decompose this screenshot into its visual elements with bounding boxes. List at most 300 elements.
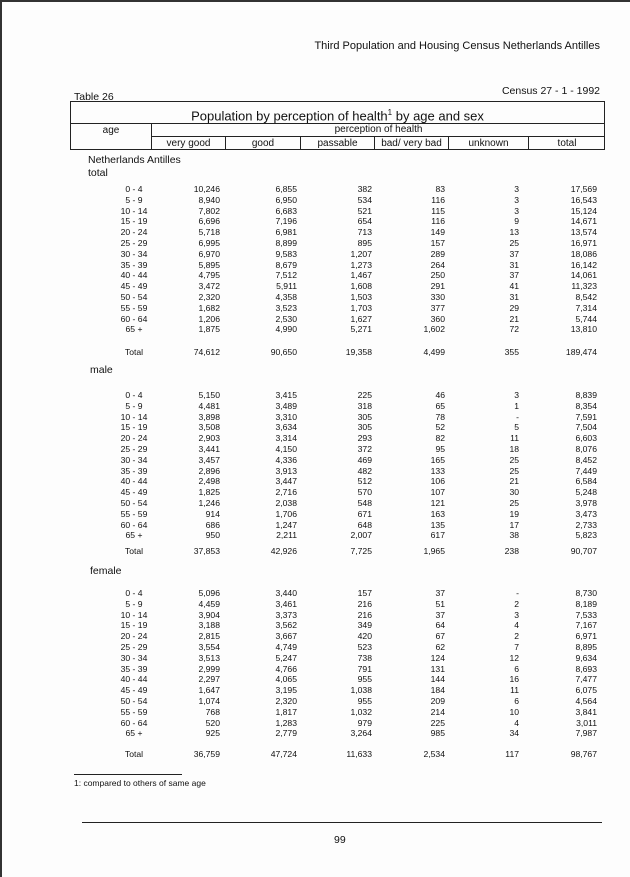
table-title xyxy=(71,102,604,124)
footnote: 1: compared to others of same age xyxy=(74,778,206,788)
table-cell: 5,247 xyxy=(275,652,297,663)
table-cell: 17 xyxy=(509,519,519,530)
table-cell: 8,354 xyxy=(575,400,597,411)
table-cell: 3,195 xyxy=(275,685,297,696)
total-cell: 90,707 xyxy=(570,546,597,556)
total-cell: 4,499 xyxy=(423,347,445,357)
total-cell: 355 xyxy=(504,347,519,357)
section-label-male: male xyxy=(90,364,113,376)
table-cell: 13,810 xyxy=(570,324,597,335)
age-group-label: 45 - 49 xyxy=(120,487,148,498)
table-cell: 7,449 xyxy=(575,465,597,476)
age-group-label: 45 - 49 xyxy=(120,685,148,696)
table-cell: 2,903 xyxy=(198,433,220,444)
table-cell: 686 xyxy=(205,519,220,530)
table-cell: 6,970 xyxy=(198,248,220,259)
table-cell: 305 xyxy=(357,422,372,433)
table-cell: 3,913 xyxy=(275,465,297,476)
table-cell: 3,841 xyxy=(575,706,597,717)
table-cell: 83 xyxy=(435,184,445,194)
age-group-label: 30 - 34 xyxy=(120,248,148,259)
total-cell: 47,724 xyxy=(270,749,297,759)
age-group-label: 15 - 19 xyxy=(120,422,148,433)
total-cell: 1,965 xyxy=(423,546,445,556)
table-cell: 25 xyxy=(509,454,519,465)
table-cell: 360 xyxy=(430,313,445,324)
table-cell: 6,603 xyxy=(575,433,597,444)
age-group-label: 5 - 9 xyxy=(125,194,143,205)
table-cell: 157 xyxy=(430,238,445,248)
table-cell: 7,512 xyxy=(275,270,297,281)
table-cell: 31 xyxy=(509,259,519,270)
table-cell: 13 xyxy=(509,227,519,238)
footnote-marker: 1 xyxy=(387,108,393,117)
table-cell: 2,716 xyxy=(275,487,297,498)
table-cell: 3,314 xyxy=(275,433,297,444)
table-cell: 3 xyxy=(514,205,519,216)
age-group-label: 50 - 54 xyxy=(120,498,148,508)
table-cell: 482 xyxy=(357,465,372,476)
age-group-label: 65 + xyxy=(125,728,143,739)
table-cell: 3,898 xyxy=(198,411,220,422)
table-cell: 469 xyxy=(357,454,372,465)
table-cell: 548 xyxy=(357,498,372,508)
age-group-label: 45 - 49 xyxy=(120,281,148,292)
table-cell: 8,895 xyxy=(575,642,597,652)
table-cell: 3,440 xyxy=(275,588,297,598)
table-cell: 7,987 xyxy=(575,728,597,739)
table-cell: 18 xyxy=(509,444,519,454)
table-cell: 11,323 xyxy=(571,281,597,292)
table-cell: 106 xyxy=(430,476,445,487)
total-cell: 189,474 xyxy=(565,347,597,357)
total-cell: 19,358 xyxy=(345,347,372,357)
table-cell: 738 xyxy=(357,652,372,663)
table-cell: 3,554 xyxy=(198,642,220,652)
table-cell: 65 xyxy=(435,400,445,411)
table-cell: 4 xyxy=(514,717,519,728)
table-cell: 1,273 xyxy=(350,259,372,270)
table-cell: 1,503 xyxy=(350,292,372,302)
table-cell: 1,875 xyxy=(198,324,220,335)
table-cell: 1,627 xyxy=(350,313,372,324)
table-cell: 7,314 xyxy=(575,302,597,313)
table-cell: 149 xyxy=(430,227,445,238)
table-cell: 3,188 xyxy=(198,620,220,631)
table-cell: 16 xyxy=(509,674,519,685)
table-cell: 250 xyxy=(430,270,445,281)
table-cell: 3 xyxy=(514,609,519,620)
table-cell: 6,995 xyxy=(198,238,220,248)
table-cell: 8,076 xyxy=(575,444,597,454)
table-cell: 5,096 xyxy=(198,588,220,598)
age-group-label: 20 - 24 xyxy=(120,433,148,444)
col-header: very good xyxy=(151,137,225,150)
table-cell: 3,441 xyxy=(198,444,220,454)
table-cell: 570 xyxy=(357,487,372,498)
table-cell: 82 xyxy=(435,433,445,444)
col-group-perception: perception of health xyxy=(151,123,605,137)
table-cell: 25 xyxy=(509,498,519,508)
table-cell: 6,584 xyxy=(575,476,597,487)
table-cell: 1,706 xyxy=(275,508,297,519)
table-cell: 671 xyxy=(357,508,372,519)
table-cell: 14,061 xyxy=(570,270,597,281)
table-cell: 37 xyxy=(509,248,519,259)
age-group-label: 55 - 59 xyxy=(120,508,148,519)
table-cell: 7,167 xyxy=(575,620,597,631)
table-cell: 330 xyxy=(430,292,445,302)
total-cell: 238 xyxy=(504,546,519,556)
col-age: age xyxy=(102,125,120,136)
table-cell: 21 xyxy=(509,476,519,487)
table-cell: 979 xyxy=(357,717,372,728)
table-cell: 6,683 xyxy=(275,205,297,216)
table-cell: 214 xyxy=(430,706,445,717)
total-cell: 37,853 xyxy=(193,546,220,556)
table-cell: 2,733 xyxy=(575,519,597,530)
age-group-label: 50 - 54 xyxy=(120,696,148,706)
section-label-total: total xyxy=(88,167,108,179)
table-cell: 67 xyxy=(435,631,445,642)
table-cell: 9,634 xyxy=(575,652,597,663)
table-cell: 955 xyxy=(357,696,372,706)
table-cell: 1,608 xyxy=(350,281,372,292)
age-group-label: 5 - 9 xyxy=(125,598,143,609)
table-cell: 216 xyxy=(357,598,372,609)
table-cell: 51 xyxy=(435,598,445,609)
table-cell: 116 xyxy=(431,194,445,205)
table-cell: 8,940 xyxy=(198,194,220,205)
table-cell: 8,679 xyxy=(275,259,297,270)
table-cell: 5,271 xyxy=(350,324,372,335)
age-group-label: 20 - 24 xyxy=(120,227,148,238)
table-cell: 17,569 xyxy=(570,184,597,194)
table-label: Table 26 xyxy=(74,91,114,103)
table-cell: 52 xyxy=(435,422,445,433)
table-cell: 5,823 xyxy=(575,530,597,541)
table-cell: 3,513 xyxy=(198,652,220,663)
table-cell: 37 xyxy=(509,270,519,281)
total-cell: 42,926 xyxy=(270,546,297,556)
table-cell: 133 xyxy=(430,465,445,476)
age-group-label: 35 - 39 xyxy=(120,259,148,270)
table-cell: 34 xyxy=(509,728,519,739)
table-cell: 37 xyxy=(435,609,445,620)
total-cell: 98,767 xyxy=(570,749,597,759)
table-cell: 5,744 xyxy=(575,313,597,324)
table-cell: 6 xyxy=(514,663,519,674)
table-cell: 31 xyxy=(509,292,519,302)
table-cell: 2,498 xyxy=(198,476,220,487)
total-row-label: Total xyxy=(124,347,144,357)
table-cell: 3 xyxy=(514,390,519,400)
table-cell: 14,671 xyxy=(570,216,597,227)
total-cell: 90,650 xyxy=(270,347,297,357)
table-cell: 10,246 xyxy=(193,184,220,194)
table-cell: 15,124 xyxy=(570,205,597,216)
table-cell: 46 xyxy=(435,390,445,400)
table-cell: 372 xyxy=(357,444,372,454)
age-group-label: 40 - 44 xyxy=(120,270,148,281)
table-cell: 3,373 xyxy=(275,609,297,620)
table-cell: 2,779 xyxy=(275,728,297,739)
table-cell: 4 xyxy=(514,620,519,631)
total-cell: 117 xyxy=(505,749,519,759)
table-cell: 165 xyxy=(430,454,445,465)
total-cell: 2,534 xyxy=(423,749,445,759)
table-cell: 115 xyxy=(431,205,445,216)
table-cell: 7,533 xyxy=(575,609,597,620)
table-cell: 3,264 xyxy=(350,728,372,739)
table-cell: 955 xyxy=(357,674,372,685)
table-cell: 1,247 xyxy=(275,519,297,530)
table-cell: 1 xyxy=(514,400,519,411)
table-cell: 2,999 xyxy=(198,663,220,674)
total-cell: 36,759 xyxy=(193,749,220,759)
table-cell: 3 xyxy=(514,184,519,194)
table-cell: 157 xyxy=(357,588,372,598)
table-cell: 7,802 xyxy=(198,205,220,216)
total-cell: 74,612 xyxy=(193,347,220,357)
table-cell: 16,971 xyxy=(570,238,597,248)
table-cell: 4,795 xyxy=(198,270,220,281)
table-cell: 4,749 xyxy=(275,642,297,652)
table-cell: 5 xyxy=(514,422,519,433)
table-cell: 29 xyxy=(509,302,519,313)
age-group-label: 15 - 19 xyxy=(120,216,148,227)
table-cell: 5,248 xyxy=(575,487,597,498)
age-group-label: 60 - 64 xyxy=(120,717,148,728)
table-cell: 3,904 xyxy=(198,609,220,620)
table-cell: 25 xyxy=(509,465,519,476)
age-group-label: 65 + xyxy=(125,530,143,541)
table-cell: 9,583 xyxy=(275,248,297,259)
table-cell: 6,950 xyxy=(275,194,297,205)
table-cell: 2,320 xyxy=(198,292,220,302)
age-group-label: 40 - 44 xyxy=(120,476,148,487)
table-header xyxy=(70,101,605,150)
table-cell: 5,911 xyxy=(276,281,297,292)
table-cell: 38 xyxy=(509,530,519,541)
table-cell: 30 xyxy=(509,487,519,498)
age-group-label: 5 - 9 xyxy=(125,400,143,411)
table-cell: 1,032 xyxy=(350,706,372,717)
table-cell: 264 xyxy=(430,259,445,270)
age-group-label: 25 - 29 xyxy=(120,642,148,652)
total-row-label: Total xyxy=(124,749,144,759)
table-cell: 225 xyxy=(430,717,445,728)
table-cell: 25 xyxy=(509,238,519,248)
age-group-label: 10 - 14 xyxy=(120,411,148,422)
table-cell: - xyxy=(516,588,519,598)
total-cell: 11,633 xyxy=(346,749,372,759)
table-cell: 6,855 xyxy=(275,184,297,194)
bottom-rule xyxy=(82,822,602,823)
title-suffix: by age and sex xyxy=(392,108,484,124)
age-group-label: 0 - 4 xyxy=(125,390,143,400)
table-cell: 135 xyxy=(430,519,445,530)
table-cell: 163 xyxy=(430,508,445,519)
page-number: 99 xyxy=(334,834,346,846)
table-cell: 293 xyxy=(357,433,372,444)
table-cell: 9 xyxy=(514,216,519,227)
table-cell: 21 xyxy=(509,313,519,324)
table-cell: - xyxy=(516,411,519,422)
age-group-label: 60 - 64 xyxy=(120,519,148,530)
col-header: total xyxy=(528,137,605,150)
table-cell: 2,038 xyxy=(275,498,297,508)
table-cell: 6,981 xyxy=(275,227,297,238)
table-cell: 37 xyxy=(435,588,445,598)
table-cell: 3,310 xyxy=(275,411,297,422)
table-cell: 3,473 xyxy=(575,508,597,519)
total-cell: 7,725 xyxy=(350,546,372,556)
table-cell: 3,415 xyxy=(275,390,297,400)
table-cell: 1,206 xyxy=(198,313,220,324)
table-cell: 3,457 xyxy=(198,454,220,465)
total-row-label: Total xyxy=(124,546,144,556)
table-cell: 4,564 xyxy=(575,696,597,706)
table-cell: 1,647 xyxy=(198,685,220,696)
age-group-label: 60 - 64 xyxy=(120,313,148,324)
table-cell: 291 xyxy=(430,281,445,292)
table-cell: 950 xyxy=(205,530,220,541)
table-cell: 1,038 xyxy=(350,685,372,696)
table-cell: 124 xyxy=(430,652,445,663)
table-cell: 1,703 xyxy=(350,302,372,313)
table-cell: 654 xyxy=(357,216,372,227)
table-cell: 12 xyxy=(509,652,519,663)
age-group-label: 55 - 59 xyxy=(120,302,148,313)
table-cell: 11 xyxy=(510,685,519,696)
table-cell: 131 xyxy=(430,663,445,674)
table-cell: 420 xyxy=(357,631,372,642)
table-cell: 3,562 xyxy=(275,620,297,631)
table-cell: 318 xyxy=(357,400,372,411)
table-cell: 1,467 xyxy=(350,270,372,281)
table-cell: 377 xyxy=(430,302,445,313)
col-header: good xyxy=(225,137,300,150)
table-cell: 985 xyxy=(430,728,445,739)
table-cell: 16,142 xyxy=(570,259,597,270)
table-cell: 2,320 xyxy=(275,696,297,706)
table-cell: 4,766 xyxy=(275,663,297,674)
table-cell: 216 xyxy=(357,609,372,620)
table-cell: 10 xyxy=(509,706,519,717)
table-cell: 8,189 xyxy=(575,598,597,609)
table-cell: 4,481 xyxy=(198,400,220,411)
table-cell: 72 xyxy=(509,324,519,335)
table-cell: 534 xyxy=(357,194,372,205)
col-header: unknown xyxy=(448,137,528,150)
table-cell: 617 xyxy=(430,530,445,541)
table-cell: 64 xyxy=(435,620,445,631)
table-cell: 5,150 xyxy=(198,390,220,400)
table-cell: 5,895 xyxy=(198,259,220,270)
age-group-label: 50 - 54 xyxy=(120,292,148,302)
table-cell: 7,591 xyxy=(575,411,597,422)
table-cell: 6,971 xyxy=(575,631,597,642)
table-cell: 2 xyxy=(514,598,519,609)
table-cell: 8,693 xyxy=(575,663,597,674)
table-cell: 2,896 xyxy=(198,465,220,476)
table-cell: 3,978 xyxy=(575,498,597,508)
table-cell: 225 xyxy=(357,390,372,400)
age-group-label: 0 - 4 xyxy=(125,184,143,194)
age-group-label: 15 - 19 xyxy=(120,620,148,631)
table-cell: 41 xyxy=(509,281,519,292)
table-cell: 7 xyxy=(514,642,519,652)
table-cell: 648 xyxy=(357,519,372,530)
table-cell: 8,542 xyxy=(575,292,597,302)
age-group-label: 25 - 29 xyxy=(120,238,148,248)
table-cell: 512 xyxy=(357,476,372,487)
table-cell: 382 xyxy=(357,184,372,194)
table-cell: 2,530 xyxy=(275,313,297,324)
table-cell: 7,504 xyxy=(575,422,597,433)
table-cell: 713 xyxy=(357,227,372,238)
section-label-female: female xyxy=(90,565,122,577)
age-group-label: 20 - 24 xyxy=(120,631,148,642)
table-cell: 8,730 xyxy=(575,588,597,598)
table-cell: 4,336 xyxy=(275,454,297,465)
table-cell: 18,086 xyxy=(570,248,597,259)
table-cell: 6 xyxy=(514,696,519,706)
table-cell: 13,574 xyxy=(570,227,597,238)
table-cell: 8,452 xyxy=(575,454,597,465)
table-cell: 914 xyxy=(205,508,220,519)
table-cell: 1,074 xyxy=(198,696,220,706)
age-group-label: 0 - 4 xyxy=(125,588,143,598)
table-cell: 3,508 xyxy=(198,422,220,433)
age-group-label: 55 - 59 xyxy=(120,706,148,717)
table-cell: 3,634 xyxy=(275,422,297,433)
table-cell: 7,477 xyxy=(575,674,597,685)
table-cell: 2,297 xyxy=(198,674,220,685)
age-group-label: 30 - 34 xyxy=(120,652,148,663)
title-text: Population by perception of health xyxy=(191,108,388,124)
table-cell: 3,447 xyxy=(275,476,297,487)
table-cell: 289 xyxy=(430,248,445,259)
table-cell: 3,523 xyxy=(275,302,297,313)
table-cell: 523 xyxy=(357,642,372,652)
table-cell: 3 xyxy=(514,194,519,205)
table-cell: 4,065 xyxy=(275,674,297,685)
table-cell: 1,283 xyxy=(275,717,297,728)
age-group-label: 25 - 29 xyxy=(120,444,148,454)
age-group-label: 35 - 39 xyxy=(120,465,148,476)
census-date: Census 27 - 1 - 1992 xyxy=(501,85,600,97)
table-cell: 8,899 xyxy=(275,238,297,248)
table-cell: 1,817 xyxy=(275,706,297,717)
table-cell: 520 xyxy=(205,717,220,728)
table-cell: 521 xyxy=(357,205,372,216)
table-cell: 6,075 xyxy=(575,685,597,696)
table-cell: 107 xyxy=(430,487,445,498)
table-cell: 16,543 xyxy=(570,194,597,205)
table-cell: 3,472 xyxy=(198,281,220,292)
table-cell: 95 xyxy=(435,444,445,454)
table-cell: 6,696 xyxy=(198,216,220,227)
table-cell: 144 xyxy=(430,674,445,685)
table-cell: 895 xyxy=(357,238,372,248)
table-cell: 3,011 xyxy=(576,717,597,728)
age-group-label: 65 + xyxy=(125,324,143,335)
table-cell: 349 xyxy=(357,620,372,631)
table-cell: 121 xyxy=(430,498,445,508)
age-group-label: 10 - 14 xyxy=(120,609,148,620)
